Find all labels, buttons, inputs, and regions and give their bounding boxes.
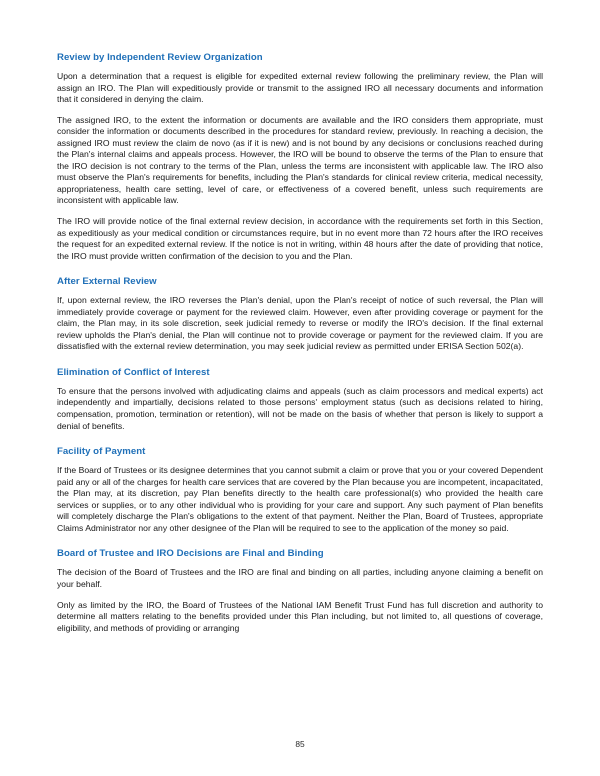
body-paragraph: If, upon external review, the IRO reverses the Plan's denial, upon the Plan's receipt of notice of such reversal, the Plan will immediately provide coverage or payment for the reviewed claim. However, even after providing coverage or payment for the claim, the Plan may, in its sole discretion, seek judicial remedy to reverse or modify the IRO's decision. If the final external review upholds the Plan's denial, the Plan will continue not to provide coverage or payment for the reviewed claim. If you are dissatisfied with the external review determination, you may seek judicial review as permitted under ERISA Section 502(a). xyxy=(57,295,543,352)
section-heading: Board of Trustee and IRO Decisions are Final and Binding xyxy=(57,548,324,560)
content-section xyxy=(57,548,543,634)
body-paragraph: To ensure that the persons involved with adjudicating claims and appeals (such as claim processors and medical experts) act independently and impartially, decisions related to those persons' employment status (such as decisions related to hiring, compensation, promotion, termination or retention), will not be made on the basis of whether that person is likely to support a denial of benefits. xyxy=(57,385,543,431)
page-number: 85 xyxy=(295,739,305,749)
section-heading: Elimination of Conflict of Interest xyxy=(57,366,210,378)
content-section xyxy=(57,446,543,534)
body-paragraph: The decision of the Board of Trustees and the IRO are final and binding on all parties, including anyone claiming a benefit on your behalf. xyxy=(57,567,543,589)
body-paragraph: The assigned IRO, to the extent the information or documents are available and the IRO considers them appropriate, must consider the information or documents described in the procedures for standard review, previously. In reaching a decision, the assigned IRO must review the claim de novo (as if it is new) and is not bound by any decisions or conclusions reached during the Plan's internal claims and appeals process. However, the IRO will be bound to observe the terms of the Plan to ensure that the IRO decision is not contrary to the terms of the Plan, unless the terms are inconsistent with applicable law. The IRO also must observe the Plan's requirements for benefits, including the Plan's standards for clinical review criteria, medical necessity, appropriateness, health care setting, level of care, or effectiveness of a covered benefit, unless such requirements are inconsistent with applicable law. xyxy=(57,114,543,206)
body-paragraph: The IRO will provide notice of the final external review decision, in accordance with the requirements set forth in this Section, as expeditiously as your medical condition or circumstances require, but in no event more than 72 hours after the IRO receives the request for an expedited external review. If the notice is not in writing, within 48 hours after the date of providing that notice, the IRO must provide written confirmation of the decision to you and the Plan. xyxy=(57,216,543,261)
page-content xyxy=(57,52,543,634)
body-paragraph: If the Board of Trustees or its designee determines that you cannot submit a claim or prove that you or your covered Dependent paid any or all of the charges for health care services that are covered by the Plan because you are incompetent, incapacitated, the Plan may, at its discretion, pay Plan benefits directly to the health care professional(s) who provided the health care services or supplies, or to any other individual who is providing for your care and support. Any such payment of Plan benefits will completely discharge the Plan's obligations to the extent of that payment. Neither the Plan, Board of Trustees, appropriate Claims Administrator nor any other designee of the Plan will be required to see to the application of the money so paid. xyxy=(57,465,543,533)
content-section xyxy=(57,367,543,432)
section-heading: After External Review xyxy=(57,276,157,288)
body-paragraph: Only as limited by the IRO, the Board of Trustees of the National IAM Benefit Trust Fund has full discretion and authority to determine all matters relating to the benefits provided under this Plan including, but not limited to, all questions of coverage, eligibility, and methods of providing or arranging xyxy=(57,599,543,633)
section-heading: Facility of Payment xyxy=(57,446,146,458)
content-section xyxy=(57,276,543,353)
content-section xyxy=(57,52,543,262)
section-heading: Review by Independent Review Organization xyxy=(57,52,263,63)
body-paragraph: Upon a determination that a request is eligible for expedited external review following the preliminary review, the Plan will assign an IRO. The Plan will expeditiously provide or transmit to the assigned IRO all necessary documents and information that it considered in denying the claim. xyxy=(57,71,543,105)
